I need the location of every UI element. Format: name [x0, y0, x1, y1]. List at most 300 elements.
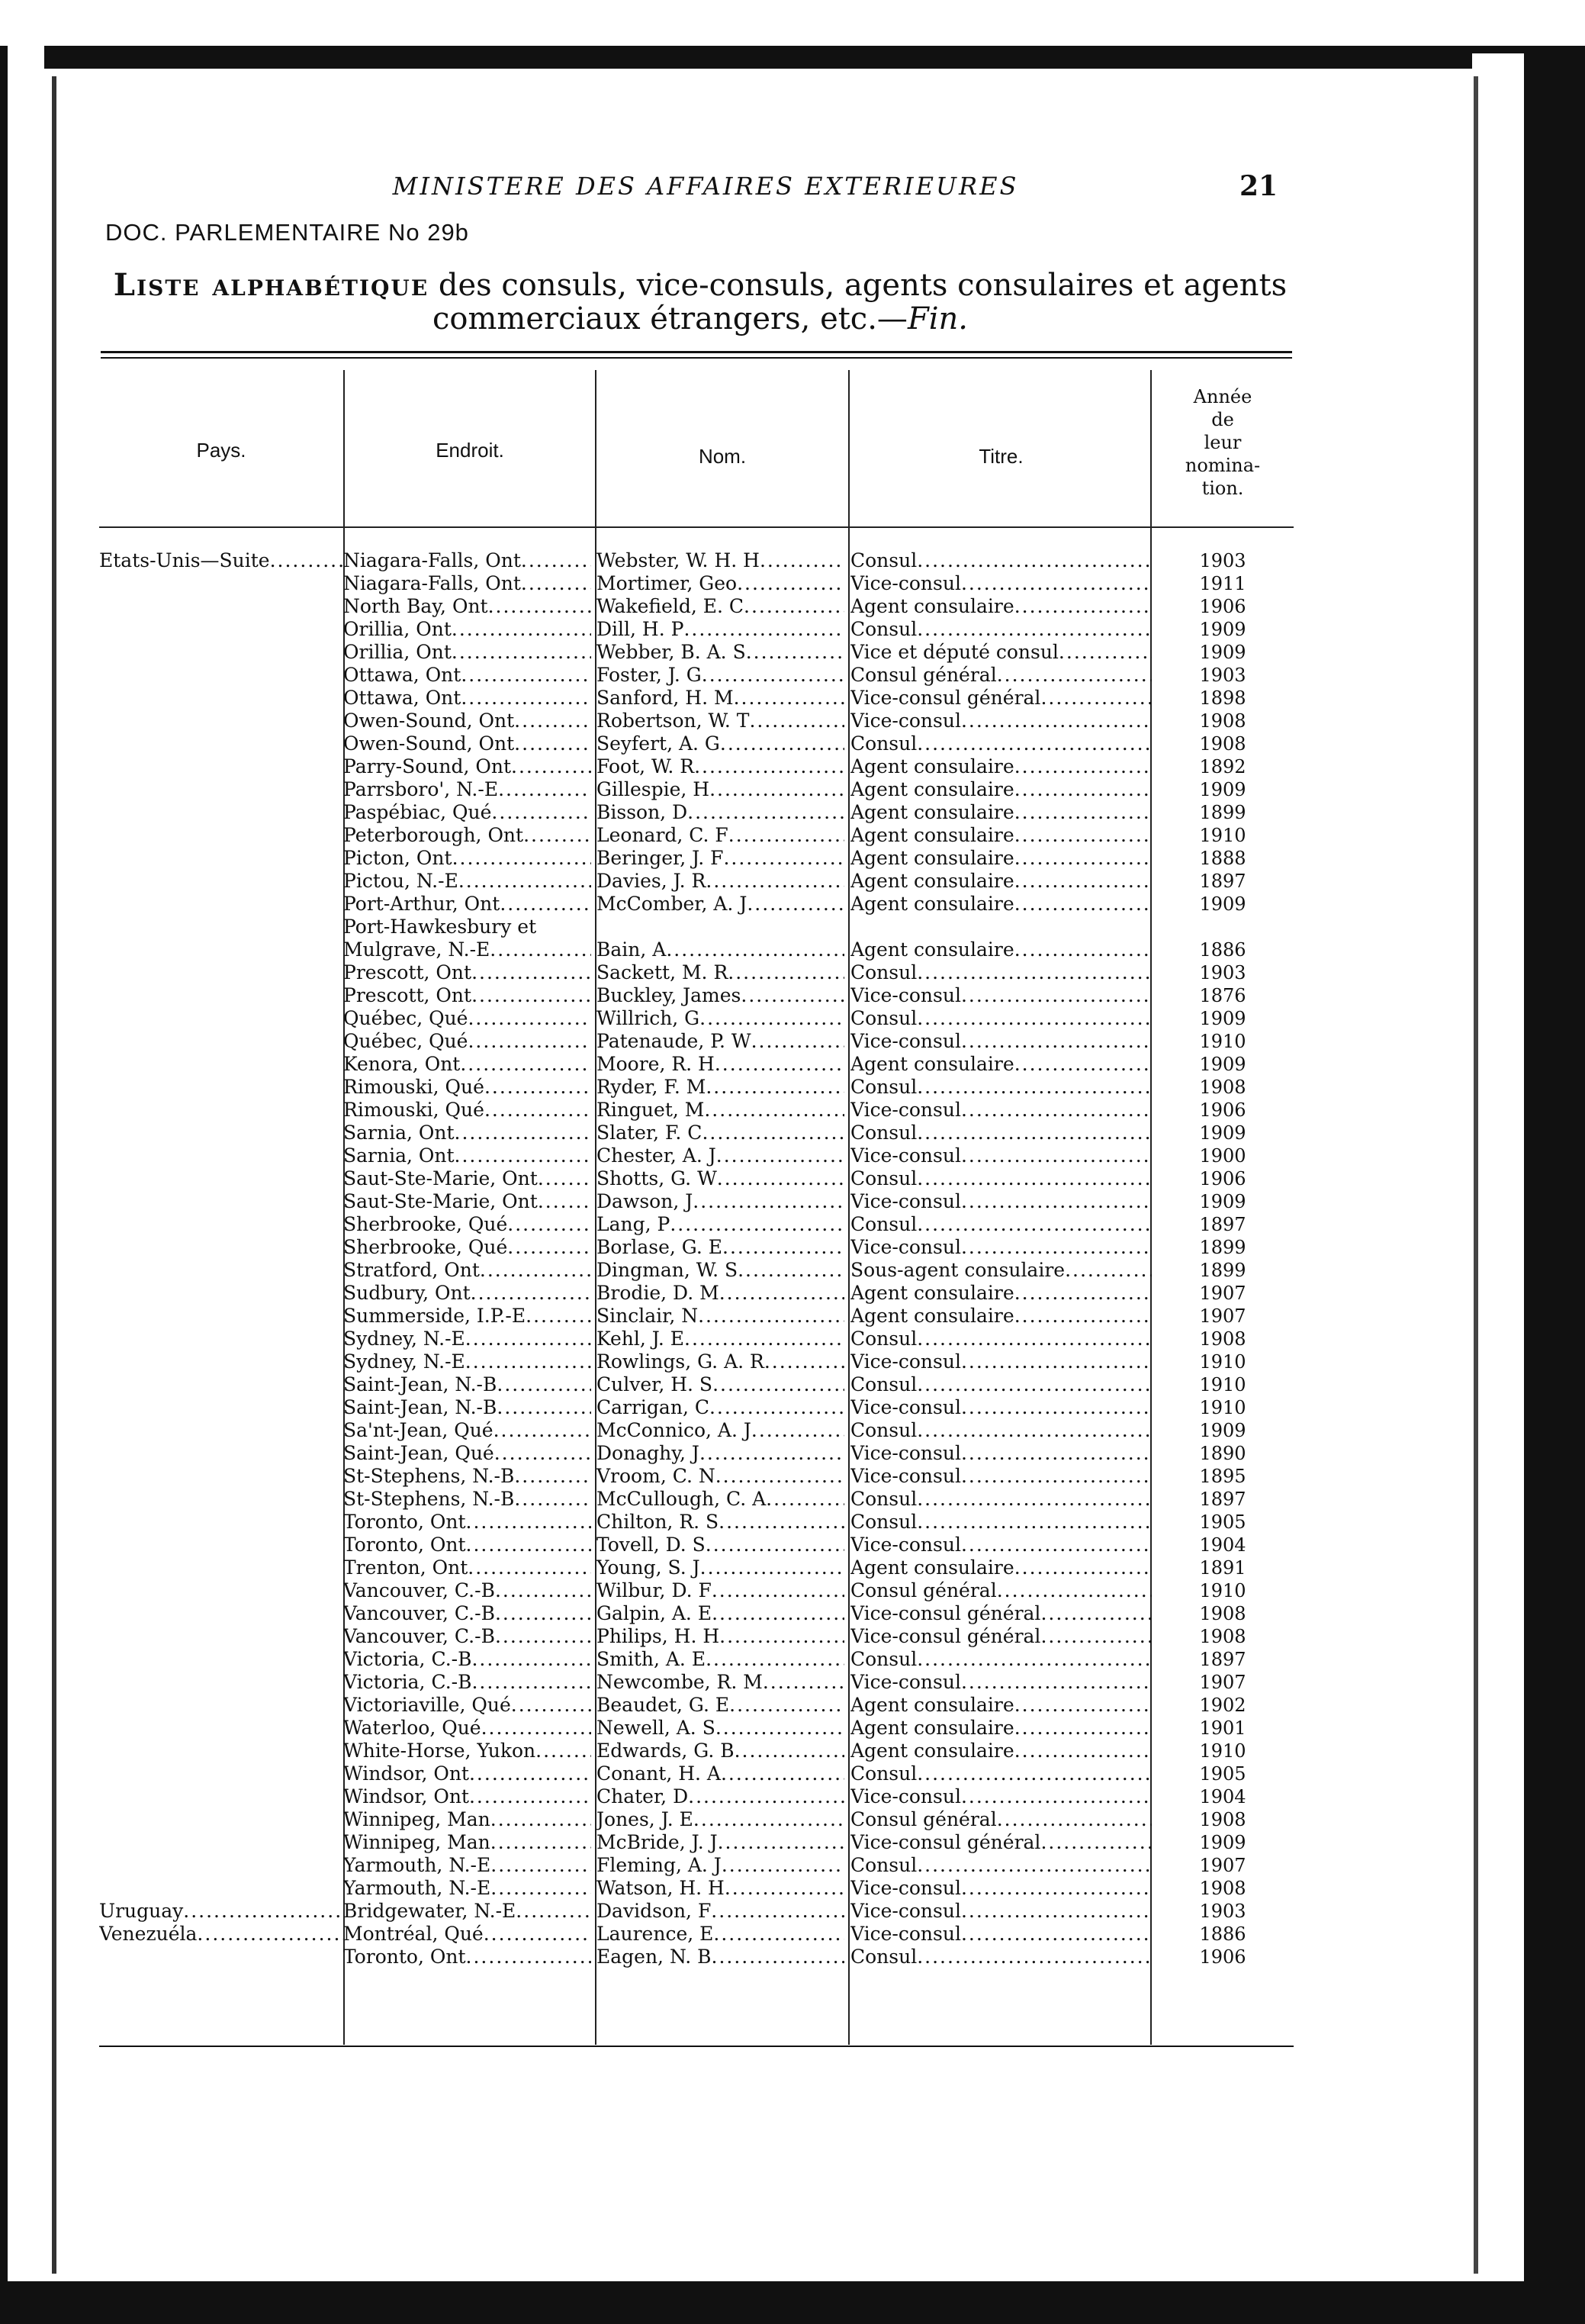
endroit-cell-text: Orillia, Ont: [343, 618, 452, 640]
leader-dots: [516, 1900, 591, 1922]
table-row: [99, 1465, 1294, 1488]
table-row: [99, 1213, 1294, 1236]
nom-cell-text: Davidson, F: [596, 1900, 712, 1922]
pays-cell: [99, 1923, 343, 1946]
titre-cell-text: Agent consulaire: [850, 1282, 1014, 1304]
titre-cell: [850, 984, 1152, 1007]
endroit-cell-text: Sarnia, Ont: [343, 1122, 455, 1144]
leader-dots: [538, 1190, 591, 1212]
titre-cell: [850, 1053, 1152, 1076]
titre-cell-text: Vice-consul: [850, 1534, 961, 1556]
endroit-cell-text: Windsor, Ont: [343, 1762, 469, 1785]
titre-cell-text: Consul: [850, 1511, 918, 1533]
nom-cell-text: Conant, H. A: [596, 1762, 721, 1785]
endroit-cell: [343, 824, 591, 847]
titre-cell: [850, 1648, 1152, 1671]
nom-cell-text: McBride, J. J: [596, 1831, 718, 1853]
endroit-cell: [343, 1442, 591, 1465]
table-row: [99, 1946, 1294, 1968]
endroit-cell: [343, 1282, 591, 1305]
leader-dots: [917, 618, 1152, 640]
leader-dots: [961, 1236, 1152, 1258]
annee-cell: 1897: [1199, 1649, 1246, 1670]
annee-cell: 1903: [1199, 665, 1246, 686]
leader-dots: [500, 893, 591, 915]
table-row: [99, 1854, 1294, 1877]
endroit-cell-text: Peterborough, Ont: [343, 824, 524, 846]
endroit-cell-text: White-Horse, Yukon: [343, 1740, 536, 1762]
page-title: [105, 269, 1295, 301]
titre-cell-text: Vice-consul: [850, 984, 961, 1006]
leader-dots: [455, 1144, 591, 1167]
nom-cell: [596, 1808, 844, 1831]
leader-dots: [488, 595, 591, 617]
titre-cell: [850, 1030, 1152, 1053]
annee-cell: 1888: [1199, 848, 1246, 869]
table-row: [99, 1305, 1294, 1328]
endroit-cell: [343, 1167, 591, 1190]
endroit-cell: [343, 1625, 591, 1648]
nom-cell-text: Young, S. J: [596, 1556, 700, 1579]
endroit-cell: [343, 1694, 591, 1717]
title-smallcaps: Liste alphabétique: [113, 267, 429, 303]
titre-cell-text: Agent consulaire: [850, 801, 1014, 823]
leader-dots: [1014, 938, 1152, 961]
leader-dots: [706, 870, 844, 892]
titre-cell: [850, 847, 1152, 870]
endroit-cell-text: Winnipeg, Man: [343, 1831, 490, 1853]
leader-dots: [961, 1030, 1152, 1052]
endroit-cell-text: Picton, Ont: [343, 847, 452, 869]
leader-dots: [461, 664, 591, 686]
annee-line: Année: [1193, 386, 1252, 407]
titre-cell-text: Vice-consul: [850, 572, 961, 594]
leader-dots: [465, 1328, 591, 1350]
annee-cell: 1910: [1199, 1374, 1246, 1395]
endroit-cell-text: Prescott, Ont: [343, 961, 472, 983]
titre-cell: [850, 1396, 1152, 1419]
nom-cell-text: Sackett, M. R: [596, 961, 728, 983]
table-row: [99, 984, 1294, 1007]
table-row: [99, 618, 1294, 641]
column-header-annee: [1152, 385, 1294, 499]
leader-dots: [471, 984, 591, 1006]
leader-dots: [270, 549, 343, 571]
table-row: [99, 1808, 1294, 1831]
leader-dots: [961, 1534, 1152, 1556]
table-row: [99, 1900, 1294, 1923]
titre-cell: [850, 572, 1152, 595]
nom-cell: [596, 1030, 844, 1053]
annee-cell: 1886: [1199, 939, 1246, 961]
nom-cell-text: Carrigan, C: [596, 1396, 709, 1418]
nom-cell-text: Beaudet, G. E: [596, 1694, 730, 1716]
endroit-cell-text: Québec, Qué: [343, 1030, 468, 1052]
leader-dots: [917, 1946, 1152, 1968]
table-row: [99, 1534, 1294, 1556]
annee-cell: 1911: [1199, 573, 1246, 594]
endroit-cell: [343, 618, 591, 641]
titre-cell-text: Vice-consul: [850, 1785, 961, 1807]
titre-cell: [850, 893, 1152, 916]
titre-cell-text: Consul: [850, 618, 918, 640]
endroit-cell: [343, 1534, 591, 1556]
leader-dots: [712, 1946, 845, 1968]
titre-cell: [850, 755, 1152, 778]
leader-dots: [1014, 801, 1152, 823]
nom-cell: [596, 984, 844, 1007]
table-row: [99, 961, 1294, 984]
leader-dots: [466, 1534, 591, 1556]
endroit-cell: [343, 1419, 591, 1442]
endroit-cell: [343, 1785, 591, 1808]
leader-dots: [469, 1762, 591, 1785]
table-row: [99, 1053, 1294, 1076]
titre-cell: [850, 1373, 1152, 1396]
table-row: [99, 1556, 1294, 1579]
nom-cell: [596, 1328, 844, 1350]
endroit-cell-text: Rimouski, Qué: [343, 1076, 484, 1098]
endroit-cell-text: Montréal, Qué: [343, 1923, 484, 1945]
titre-cell-text: Vice-consul: [850, 1190, 961, 1212]
titre-cell: [850, 1556, 1152, 1579]
leader-dots: [684, 1328, 844, 1350]
titre-cell: [850, 1785, 1152, 1808]
leader-dots: [481, 1717, 591, 1739]
nom-cell: [596, 1648, 844, 1671]
leader-dots: [719, 1282, 844, 1304]
annee-cell: 1898: [1199, 687, 1246, 709]
nom-cell: [596, 1785, 844, 1808]
nom-cell-text: Dawson, J: [596, 1190, 693, 1212]
titre-cell-text: Consul: [850, 1213, 918, 1235]
leader-dots: [469, 1785, 591, 1807]
table-row: [99, 1259, 1294, 1282]
leader-dots: [471, 1648, 591, 1670]
page-subtitle: [105, 303, 1295, 335]
endroit-cell: [343, 1053, 591, 1076]
leader-dots: [468, 1556, 591, 1579]
table-row: [99, 1625, 1294, 1648]
table-row: [99, 1396, 1294, 1419]
titre-cell-text: Vice et député consul: [850, 641, 1059, 663]
endroit-cell-text: Summerside, I.P.-E: [343, 1305, 526, 1327]
leader-dots: [725, 1877, 844, 1899]
pays-cell-text: Etats-Unis—Suite: [99, 549, 270, 571]
leader-dots: [1040, 687, 1152, 709]
endroit-cell: [343, 595, 591, 618]
annee-cell: 1908: [1199, 1878, 1246, 1899]
endroit-cell-line1: Port-Hawkesbury et: [343, 916, 537, 938]
table-row: [99, 1007, 1294, 1030]
endroit-cell: [343, 778, 591, 801]
leader-dots: [514, 1488, 591, 1510]
titre-cell-text: Consul: [850, 1762, 918, 1785]
leader-dots: [1014, 595, 1152, 617]
nom-cell-text: Shotts, G. W: [596, 1167, 717, 1189]
endroit-cell-text: Port-Arthur, Ont: [343, 893, 500, 915]
leader-dots: [1014, 1305, 1152, 1327]
leader-dots: [1014, 1556, 1152, 1579]
annee-cell: 1903: [1199, 962, 1246, 983]
titre-cell: [850, 1808, 1152, 1831]
endroit-cell: [343, 1877, 591, 1900]
annee-cell: 1891: [1199, 1557, 1246, 1579]
leader-dots: [452, 641, 591, 663]
nom-cell: [596, 870, 844, 893]
nom-cell: [596, 1671, 844, 1694]
leader-dots: [961, 572, 1152, 594]
nom-cell: [596, 1350, 844, 1373]
leader-dots: [484, 1099, 591, 1121]
leader-dots: [961, 1900, 1152, 1922]
endroit-cell: [343, 1854, 591, 1877]
endroit-cell: [343, 1236, 591, 1259]
titre-cell-text: Vice-consul général: [850, 1602, 1041, 1624]
annee-line: nomina-: [1185, 455, 1261, 476]
leader-dots: [1014, 1717, 1152, 1739]
leader-dots: [715, 1053, 844, 1075]
table-row: [99, 732, 1294, 755]
table-row: [99, 1923, 1294, 1946]
leader-dots: [713, 1923, 844, 1945]
table-row: [99, 1099, 1294, 1122]
endroit-cell-text: St-Stephens, N.-B: [343, 1488, 515, 1510]
leader-dots: [961, 1350, 1152, 1373]
annee-cell: 1905: [1199, 1763, 1246, 1785]
leader-dots: [917, 1122, 1152, 1144]
leader-dots: [712, 1579, 844, 1601]
table-row: [99, 1419, 1294, 1442]
titre-cell: [850, 1625, 1152, 1648]
titre-cell-text: Vice-consul: [850, 1030, 961, 1052]
leader-dots: [706, 1534, 844, 1556]
scan-border-top: [0, 46, 1585, 69]
leader-dots: [484, 1923, 591, 1945]
page-number: 21: [1239, 170, 1278, 202]
table-row: [99, 1831, 1294, 1854]
leader-dots: [961, 1785, 1152, 1807]
annee-cell: 1906: [1199, 1168, 1246, 1189]
endroit-cell: [343, 1579, 591, 1602]
leader-dots: [728, 824, 844, 846]
table-row: [99, 1350, 1294, 1373]
nom-cell-text: Foot, W. R: [596, 755, 695, 777]
nom-cell: [596, 1396, 844, 1419]
endroit-cell: [343, 1076, 591, 1099]
titre-cell: [850, 1900, 1152, 1923]
nom-cell: [596, 1099, 844, 1122]
nom-cell-text: Webber, B. A. S: [596, 641, 746, 663]
annee-cell: 1906: [1199, 1946, 1246, 1968]
annee-cell: 1886: [1199, 1923, 1246, 1945]
nom-cell: [596, 755, 844, 778]
titre-cell: [850, 1579, 1152, 1602]
endroit-cell-text: Pictou, N.-E: [343, 870, 458, 892]
leader-dots: [497, 1373, 591, 1395]
leader-dots: [1014, 1740, 1152, 1762]
titre-cell: [850, 1122, 1152, 1144]
nom-cell: [596, 710, 844, 732]
nom-cell-text: Lang, P: [596, 1213, 670, 1235]
nom-cell-text: Robertson, W. T: [596, 710, 750, 732]
leader-dots: [693, 1190, 844, 1212]
annee-cell: 1909: [1199, 1191, 1246, 1212]
nom-cell: [596, 1534, 844, 1556]
table-row: [99, 1671, 1294, 1694]
titre-cell: [850, 1167, 1152, 1190]
endroit-cell: [343, 755, 591, 778]
nom-cell: [596, 847, 844, 870]
nom-cell: [596, 824, 844, 847]
scan-binding-line-right: [1474, 76, 1478, 2274]
table-row: [99, 1328, 1294, 1350]
leader-dots: [961, 1190, 1152, 1212]
leader-dots: [997, 1579, 1152, 1601]
pays-cell: [99, 1900, 343, 1923]
nom-cell: [596, 687, 844, 710]
annee-line: leur: [1204, 432, 1242, 453]
leader-dots: [961, 1144, 1152, 1167]
titre-cell: [850, 1488, 1152, 1511]
titre-cell-text: Consul général: [850, 664, 997, 686]
titre-cell-text: Vice-consul général: [850, 1625, 1041, 1647]
leader-dots: [471, 1671, 591, 1693]
table-row: [99, 1579, 1294, 1602]
nom-cell-text: McComber, A. J: [596, 893, 747, 915]
leader-dots: [699, 1007, 844, 1029]
leader-dots: [1014, 824, 1152, 846]
annee-cell: 1900: [1199, 1145, 1246, 1167]
titre-cell: [850, 1190, 1152, 1213]
table-row: [99, 1144, 1294, 1167]
endroit-cell-text: Vancouver, C.-B: [343, 1625, 495, 1647]
endroit-cell: [343, 1671, 591, 1694]
table-bottom-rule: [99, 2046, 1294, 2047]
endroit-cell: [343, 1831, 591, 1854]
leader-dots: [1014, 755, 1152, 777]
leader-dots: [490, 1877, 591, 1899]
titre-cell-text: Vice-consul général: [850, 687, 1041, 709]
table-row: [99, 824, 1294, 847]
leader-dots: [721, 1762, 844, 1785]
endroit-cell: [343, 710, 591, 732]
nom-cell: [596, 1236, 844, 1259]
endroit-cell-text: Victoria, C.-B: [343, 1671, 472, 1693]
column-header-pays: [99, 439, 343, 515]
leader-dots: [491, 801, 591, 823]
nom-cell-text: McCullough, C. A: [596, 1488, 767, 1510]
leader-dots: [461, 687, 591, 709]
nom-cell-text: Dill, H. P: [596, 618, 684, 640]
pays-cell-text: Uruguay: [99, 1900, 184, 1922]
leader-dots: [521, 549, 591, 571]
endroit-cell-text: Orillia, Ont: [343, 641, 452, 663]
annee-cell: 1909: [1199, 1420, 1246, 1441]
nom-cell: [596, 1556, 844, 1579]
annee-cell: 1910: [1199, 1397, 1246, 1418]
nom-cell-text: Buckley, James: [596, 984, 741, 1006]
leader-dots: [468, 1007, 591, 1029]
annee-cell: 1909: [1199, 779, 1246, 800]
table-row: [99, 1648, 1294, 1671]
titre-cell-text: Vice-consul: [850, 1099, 961, 1121]
leader-dots: [917, 1213, 1152, 1235]
nom-cell: [596, 1511, 844, 1534]
leader-dots: [507, 1213, 591, 1235]
nom-cell: [596, 1007, 844, 1030]
table-row: [99, 1373, 1294, 1396]
leader-dots: [688, 1785, 844, 1807]
titre-cell-text: Vice-consul: [850, 1236, 961, 1258]
annee-cell: 1903: [1199, 550, 1246, 571]
table-row: [99, 1030, 1294, 1053]
endroit-cell-text: Mulgrave, N.-E: [343, 938, 490, 961]
nom-cell: [596, 1122, 844, 1144]
leader-dots: [961, 710, 1152, 732]
leader-dots: [670, 1213, 844, 1235]
nom-cell: [596, 1762, 844, 1785]
nom-cell-text: Wakefield, E. C: [596, 595, 744, 617]
pays-cell: [99, 549, 343, 572]
leader-dots: [197, 1923, 343, 1945]
table-row: [99, 893, 1294, 916]
table-row: [99, 1602, 1294, 1625]
table-row: [99, 778, 1294, 801]
annee-cell: 1910: [1199, 1580, 1246, 1601]
table-row: [99, 1694, 1294, 1717]
table-row: [99, 1167, 1294, 1190]
annee-cell: 1909: [1199, 1832, 1246, 1853]
nom-cell: [596, 778, 844, 801]
leader-dots: [1014, 847, 1152, 869]
titre-cell: [850, 1328, 1152, 1350]
nom-cell-text: Davies, J. R: [596, 870, 706, 892]
endroit-cell-text: Sydney, N.-E: [343, 1328, 465, 1350]
leader-dots: [471, 961, 591, 983]
titre-cell-text: Agent consulaire: [850, 1556, 1014, 1579]
nom-cell-text: Kehl, J. E: [596, 1328, 685, 1350]
endroit-cell: [343, 1099, 591, 1122]
nom-cell: [596, 1740, 844, 1762]
nom-cell-text: Philips, H. H: [596, 1625, 720, 1647]
leader-dots: [763, 1671, 844, 1693]
titre-cell: [850, 1877, 1152, 1900]
titre-cell-text: Agent consulaire: [850, 595, 1014, 617]
leader-dots: [723, 847, 844, 869]
nom-cell-text: Patenaude, P. W: [596, 1030, 751, 1052]
titre-cell: [850, 1442, 1152, 1465]
endroit-cell-text: Sa'nt-Jean, Qué: [343, 1419, 494, 1441]
titre-cell: [850, 1419, 1152, 1442]
leader-dots: [683, 618, 844, 640]
column-header-pays-label: Pays.: [196, 439, 246, 462]
nom-cell: [596, 1579, 844, 1602]
titre-cell: [850, 1602, 1152, 1625]
nom-cell: [596, 1717, 844, 1740]
leader-dots: [507, 1236, 591, 1258]
column-header-nom: [596, 445, 848, 521]
annee-cell: 1899: [1199, 1260, 1246, 1281]
titre-cell-text: Vice-consul: [850, 1877, 961, 1899]
nom-cell-text: Smith, A. E: [596, 1648, 706, 1670]
nom-cell: [596, 1419, 844, 1442]
titre-cell: [850, 1923, 1152, 1946]
titre-cell-text: Agent consulaire: [850, 893, 1014, 915]
endroit-cell-text: Toronto, Ont: [343, 1534, 466, 1556]
table-row: [99, 1122, 1294, 1144]
titre-cell: [850, 1236, 1152, 1259]
